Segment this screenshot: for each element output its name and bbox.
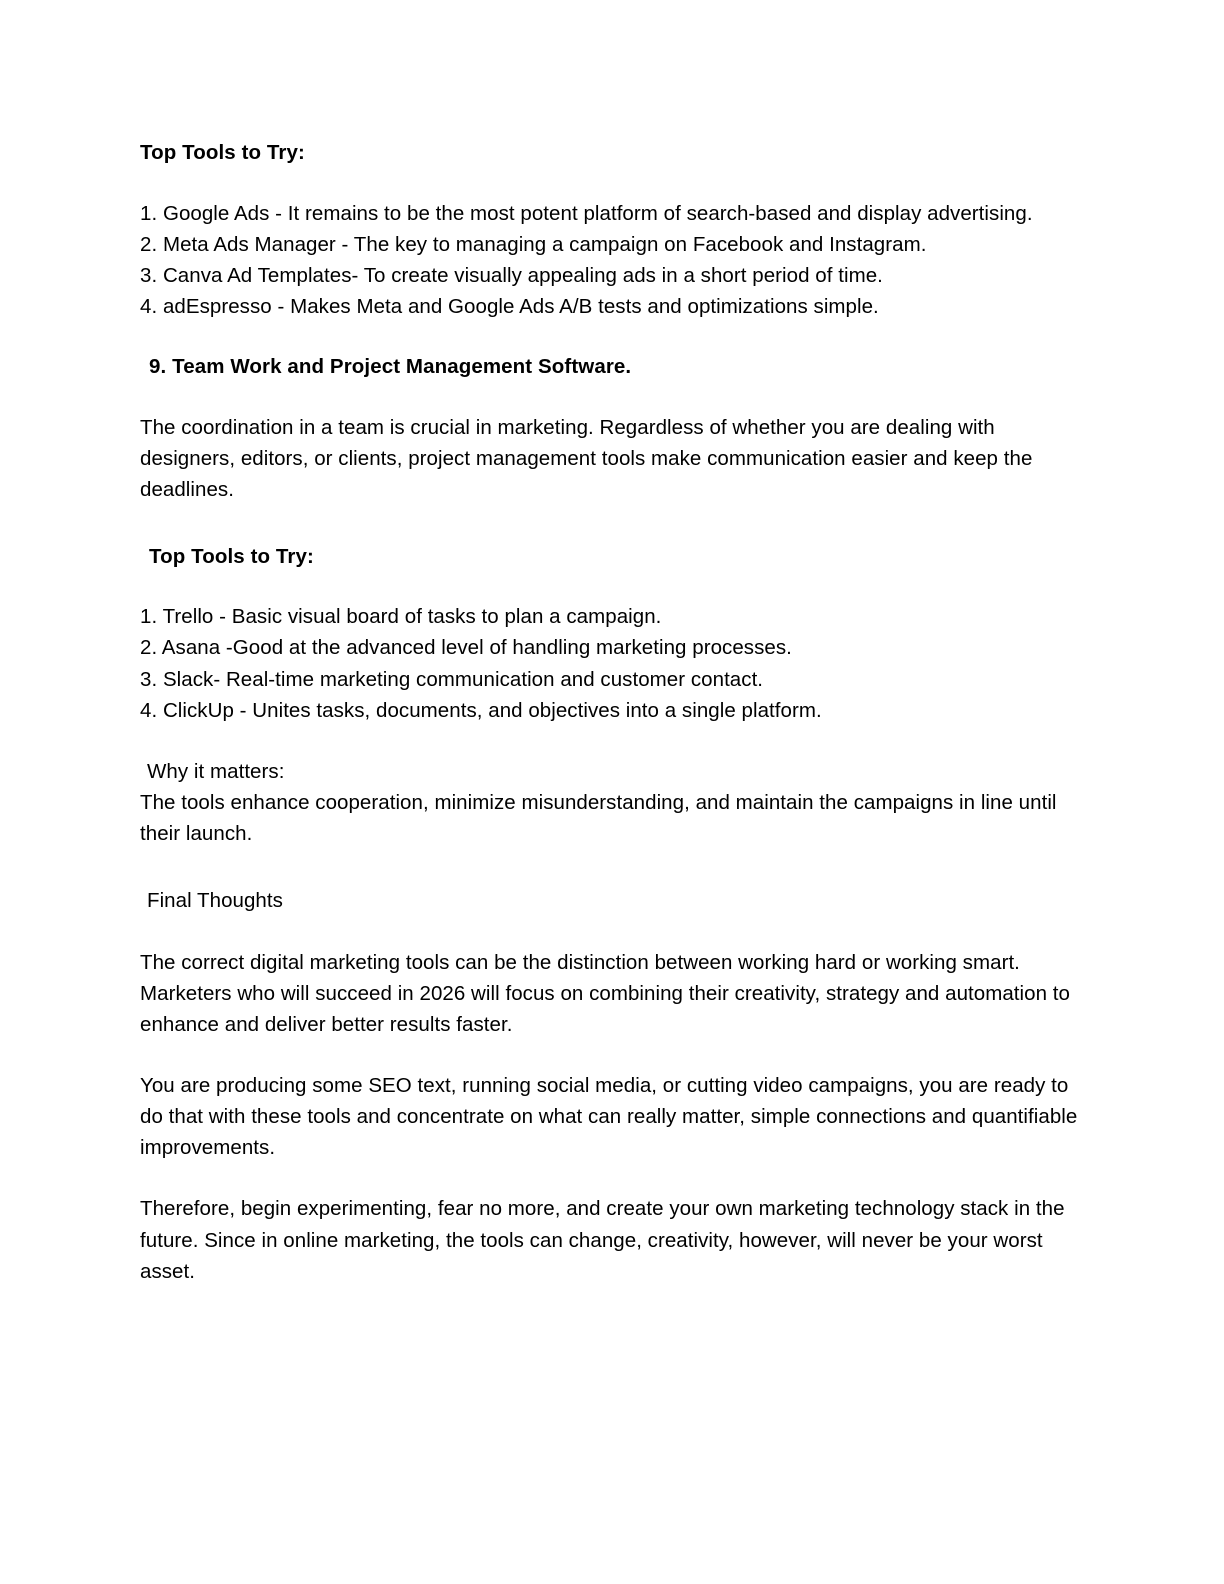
spacer xyxy=(140,849,1084,885)
spacer xyxy=(140,917,1084,947)
paragraph-why-it-matters: The tools enhance cooperation, minimize misunderstanding, and maintain the campaigns in line until their launch. xyxy=(140,791,1057,846)
paragraph-final-3: Therefore, begin experimenting, fear no more, and create your own marketing technology stack in the future. Since in online marketing, the tools can change, creativity, however, will never be your worst asset. xyxy=(140,1197,1065,1283)
heading-why-it-matters: Why it matters: xyxy=(147,759,285,783)
heading-top-tools-1: Top Tools to Try: xyxy=(140,141,305,164)
spacer xyxy=(140,1040,1084,1070)
spacer xyxy=(140,726,1084,756)
spacer xyxy=(140,168,1084,198)
spacer xyxy=(140,322,1084,352)
list-item: 4. adEspresso - Makes Meta and Google Ads A/B tests and optimizations simple. xyxy=(140,295,879,319)
spacer xyxy=(140,1163,1084,1193)
list-item: 3. Slack- Real-time marketing communication and customer contact. xyxy=(140,667,764,691)
list-item: 2. Asana -Good at the advanced level of handling marketing processes. xyxy=(140,636,792,660)
list-item: 3. Canva Ad Templates- To create visually appealing ads in a short period of time. xyxy=(140,264,883,288)
spacer xyxy=(140,571,1084,601)
heading-section-nine: 9. Team Work and Project Management Software. xyxy=(149,355,632,379)
list-item: 1. Google Ads - It remains to be the most potent platform of search-based and display advertising. xyxy=(140,201,1033,225)
paragraph-final-1: The correct digital marketing tools can be the distinction between working hard or working smart. Marketers who will succeed in 2026 will focus on combining their creativity, strategy and automation to enhance and deliver better results faster. xyxy=(140,950,1070,1036)
tools-list-2 xyxy=(140,601,1084,726)
tools-list-1 xyxy=(140,198,1084,323)
heading-top-tools-2: Top Tools to Try: xyxy=(149,544,314,568)
list-item: 1. Trello - Basic visual board of tasks to plan a campaign. xyxy=(140,605,662,629)
paragraph-section-nine-body: The coordination in a team is crucial in marketing. Regardless of whether you are dealing with designers, editors, or clients, project management tools make communication easier and keep the deadlines. xyxy=(140,416,1033,502)
paragraph-final-2: You are producing some SEO text, running social media, or cutting video campaigns, you are ready to do that with these tools and concentrate on what can really matter, simple connections and quantifiable improvements. xyxy=(140,1073,1078,1160)
spacer xyxy=(140,382,1084,412)
list-item: 4. ClickUp - Unites tasks, documents, and objectives into a single platform. xyxy=(140,698,822,722)
spacer xyxy=(140,506,1084,542)
list-item: 2. Meta Ads Manager - The key to managing a campaign on Facebook and Instagram. xyxy=(140,232,927,256)
heading-final-thoughts: Final Thoughts xyxy=(147,889,283,913)
